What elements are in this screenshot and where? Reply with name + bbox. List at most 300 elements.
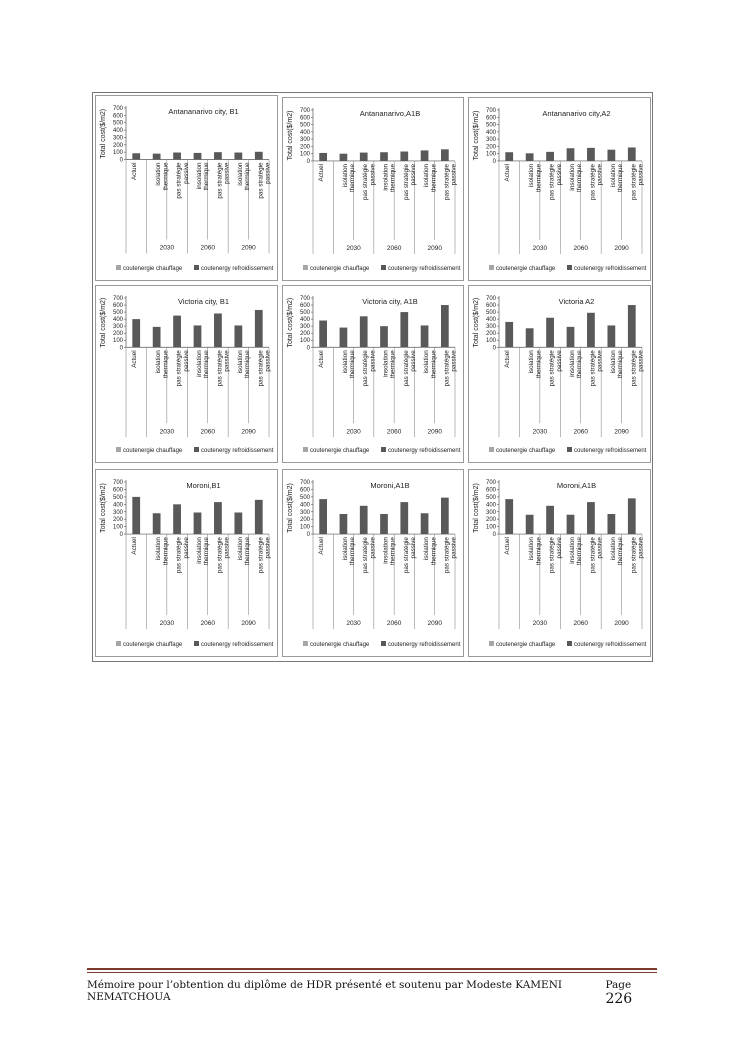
x-tick-label-line: pas stratégie (630, 163, 638, 201)
x-tick-label (155, 537, 169, 566)
y-tick-label: 0 (119, 532, 123, 539)
bar (441, 498, 449, 534)
x-tick-label (342, 350, 356, 379)
x-tick-label-line: pas stratégie (216, 162, 224, 199)
y-tick-label: 700 (112, 106, 123, 112)
x-tick-label-line: Actuel (131, 162, 139, 181)
bar (607, 150, 615, 161)
bar (380, 514, 388, 534)
year-label: 2090 (241, 428, 256, 436)
y-tick-label: 300 (485, 137, 496, 144)
legend-swatch-chauffage (303, 265, 308, 270)
x-tick-label-line: pas stratégie (175, 162, 183, 199)
x-tick-label-line: Actuel (131, 537, 139, 555)
x-tick-label (383, 163, 397, 192)
x-tick-label (443, 163, 457, 200)
bar (567, 515, 575, 534)
x-tick-label (423, 350, 437, 379)
x-tick-label-line: passive (264, 162, 272, 184)
footer-rule-thin (87, 972, 657, 973)
y-tick-label: 200 (485, 517, 496, 524)
y-tick-label: 600 (112, 487, 123, 494)
x-tick-label-line: thermique (162, 162, 170, 191)
x-tick-label-line: Actuel (318, 163, 326, 182)
y-tick-label: 0 (492, 345, 496, 352)
x-tick-label-line: passive (223, 162, 231, 184)
x-tick-label-line: thermique (576, 537, 584, 566)
x-tick-label-line: pas stratégie (175, 350, 183, 387)
year-label: 2090 (427, 620, 442, 628)
x-tick-label (610, 163, 624, 192)
year-label: 2030 (532, 428, 548, 436)
x-tick-label-line: thermique (203, 162, 211, 191)
bar (234, 513, 242, 535)
x-tick-label (196, 162, 210, 191)
y-axis-label: Total cost($/m2) (100, 108, 107, 159)
legend-swatch-chauffage (489, 641, 494, 646)
x-tick-label (176, 162, 190, 199)
x-tick-label (362, 163, 376, 200)
chart-panel-1 (95, 95, 278, 281)
legend-swatch-chauffage (116, 447, 121, 452)
y-tick-label: 700 (485, 108, 496, 114)
year-label: 2030 (532, 620, 548, 628)
chart-title: Victoria city, B1 (178, 297, 229, 306)
bar (173, 504, 181, 534)
bar (194, 325, 202, 347)
y-tick-label: 500 (485, 310, 496, 317)
x-tick-label (423, 537, 437, 566)
x-tick-label (403, 350, 417, 387)
y-axis-label: Total cost($/m2) (473, 297, 480, 348)
x-tick-label-line: thermique (430, 537, 438, 566)
x-tick-label-line: pas stratégie (175, 537, 183, 574)
chart-svg (96, 470, 277, 656)
x-tick-label-line: pas stratégie (548, 350, 556, 387)
bar (526, 153, 534, 161)
bar (214, 313, 222, 347)
x-tick-label (383, 350, 397, 379)
x-tick-label (569, 537, 583, 566)
bar (153, 154, 161, 160)
x-tick-label-line: passive (182, 350, 190, 372)
x-tick-label (383, 537, 397, 566)
bar (173, 316, 181, 348)
x-tick-label-line: isolation (609, 537, 617, 561)
y-tick-label: 100 (112, 524, 123, 531)
y-tick-label: 500 (485, 122, 496, 129)
x-tick-label (362, 350, 376, 387)
x-tick-label-line: passive (555, 537, 563, 559)
y-tick-label: 400 (299, 317, 310, 324)
bar (526, 328, 534, 347)
figure-grid (92, 92, 653, 662)
x-tick-label-line: passive (450, 163, 458, 186)
bar (567, 148, 575, 161)
legend-label-refroidissement: coutenergy refroidissement (574, 448, 647, 454)
legend-label-chauffage: coutenergie chauffage (496, 642, 556, 648)
y-tick-label: 0 (492, 158, 496, 165)
chart-panel-8 (282, 469, 464, 657)
chart-svg (469, 470, 650, 656)
x-tick-label (528, 350, 542, 379)
bar (132, 497, 140, 534)
legend-swatch-refroidissement (194, 447, 199, 452)
x-tick-label (403, 537, 417, 574)
year-label: 2090 (241, 620, 256, 628)
y-tick-label: 400 (112, 502, 123, 509)
x-tick-label-line: pas stratégie (362, 537, 370, 574)
bar (255, 152, 263, 160)
x-tick-label-line: isolation (155, 350, 163, 374)
bar (628, 305, 636, 347)
x-tick-label-line: Actuel (504, 350, 512, 368)
x-tick-label (528, 163, 542, 192)
x-tick-label-line: passive (409, 350, 417, 372)
y-tick-label: 500 (299, 310, 310, 317)
bar (546, 152, 554, 161)
year-label: 2090 (614, 620, 629, 628)
bar (505, 322, 513, 347)
legend-label-refroidissement: coutenergy refroidissement (388, 266, 461, 272)
x-tick-label-line: passive (369, 537, 377, 559)
y-tick-label: 600 (112, 303, 123, 310)
x-tick-label-line: pas stratégie (216, 537, 224, 574)
legend-label-refroidissement: coutenergy refroidissement (201, 266, 274, 272)
x-tick-label-line: thermique (535, 163, 543, 192)
y-tick-label: 200 (112, 331, 123, 338)
x-tick-label-line: isolation (609, 163, 617, 188)
bar (441, 305, 449, 347)
x-tick-label-line: insolation (382, 163, 390, 191)
y-tick-label: 100 (485, 151, 496, 158)
y-tick-label: 400 (485, 502, 496, 509)
x-tick-label (443, 537, 457, 574)
x-tick-label (196, 537, 210, 566)
x-tick-label-line: isolation (528, 537, 536, 561)
x-tick-label (504, 350, 511, 368)
x-tick-label-line: isolation (155, 537, 163, 561)
bar (400, 502, 408, 534)
chart-title: Moroni,B1 (186, 481, 221, 490)
x-tick-label-line: thermique (244, 162, 252, 191)
x-tick-label (569, 350, 583, 379)
bar (360, 506, 368, 534)
y-tick-label: 300 (112, 509, 123, 516)
y-tick-label: 400 (485, 317, 496, 324)
y-axis-label: Total cost($/m2) (100, 297, 107, 348)
legend-swatch-chauffage (116, 641, 121, 646)
x-tick-label-line: isolation (341, 163, 349, 188)
x-tick-label (549, 163, 563, 200)
x-tick-label-line: pas stratégie (630, 350, 638, 387)
bar (132, 153, 140, 159)
x-tick-label-line: Actuel (318, 350, 326, 368)
x-tick-label-line: insolation (569, 537, 576, 564)
legend-label-chauffage: coutenergie chauffage (496, 448, 556, 454)
y-tick-label: 300 (485, 509, 496, 516)
footer-text: Mémoire pour l’obtention du diplôme de HDR présenté et soutenu par Modeste KAMENI NEMATCHOUA (87, 979, 563, 1003)
x-tick-label (610, 537, 624, 566)
y-tick-label: 600 (485, 303, 496, 310)
chart-svg (283, 286, 463, 462)
year-label: 2060 (200, 244, 215, 252)
x-tick-label (342, 163, 356, 192)
bar (234, 325, 242, 347)
x-tick-label-line: thermique (349, 163, 357, 192)
legend-swatch-refroidissement (194, 265, 199, 270)
x-tick-label-line: insolation (196, 162, 203, 190)
bar (421, 325, 429, 347)
legend-label-chauffage: coutenergie chauffage (496, 266, 556, 272)
chart-svg (96, 286, 277, 462)
x-tick-label-line: pas stratégie (589, 537, 597, 574)
y-tick-label: 100 (299, 151, 310, 158)
x-tick-label-line: thermique (244, 537, 252, 566)
bar (234, 153, 242, 160)
x-tick-label-line: thermique (389, 163, 397, 192)
x-tick-label (131, 537, 138, 555)
x-tick-label (549, 537, 563, 574)
x-tick-label-line: passive (223, 350, 231, 372)
x-tick-label-line: passive (637, 163, 645, 186)
y-tick-label: 0 (119, 157, 123, 164)
year-label: 2030 (159, 244, 175, 252)
x-tick-label-line: thermique (203, 537, 211, 566)
x-tick-label-line: thermique (576, 350, 584, 379)
bar (526, 515, 534, 534)
bar (607, 325, 615, 347)
legend-label-refroidissement: coutenergy refroidissement (201, 642, 274, 648)
x-tick-label-line: passive (182, 162, 190, 184)
x-tick-label (196, 350, 210, 379)
legend-label-chauffage: coutenergie chauffage (310, 448, 370, 454)
y-axis-label: Total cost($/m2) (100, 483, 107, 533)
y-tick-label: 300 (299, 137, 310, 144)
x-tick-label (504, 537, 511, 555)
year-label: 2030 (159, 620, 175, 628)
x-tick-label-line: passive (409, 537, 417, 559)
x-tick-label-line: passive (369, 163, 377, 186)
chart-svg (283, 470, 463, 656)
bar (340, 514, 348, 534)
bar (214, 152, 222, 159)
y-tick-label: 100 (485, 524, 496, 531)
legend-label-refroidissement: coutenergy refroidissement (201, 448, 274, 454)
y-tick-label: 600 (485, 487, 496, 494)
x-tick-label (443, 350, 457, 387)
bar (441, 149, 449, 161)
y-tick-label: 300 (299, 509, 310, 516)
bar (587, 313, 595, 347)
x-tick-label (131, 163, 138, 181)
x-tick-label (403, 163, 417, 200)
year-label: 2060 (386, 244, 402, 252)
y-tick-label: 400 (112, 317, 123, 324)
y-tick-label: 200 (299, 331, 310, 338)
bar (214, 502, 222, 534)
bar (255, 500, 263, 534)
x-tick-label (589, 537, 603, 574)
x-tick-label-line: thermique (430, 350, 438, 379)
x-tick-label-line: passive (450, 350, 458, 372)
legend-label-refroidissement: coutenergy refroidissement (574, 266, 647, 272)
x-tick-label-line: passive (369, 350, 377, 372)
x-tick-label (630, 350, 644, 387)
y-tick-label: 0 (119, 345, 123, 352)
y-tick-label: 400 (112, 128, 123, 135)
x-tick-label-line: thermique (617, 350, 625, 379)
x-tick-label-line: isolation (236, 537, 244, 561)
chart-title: Antananarivo city, B1 (168, 107, 239, 116)
x-tick-label (131, 350, 138, 368)
year-label: 2060 (200, 620, 215, 628)
x-tick-label-line: Actuel (504, 163, 512, 182)
bar (340, 328, 348, 348)
y-tick-label: 0 (306, 158, 310, 165)
page-number: 226 (605, 991, 633, 1007)
y-tick-label: 0 (306, 532, 310, 539)
y-tick-label: 400 (299, 502, 310, 509)
x-tick-label (318, 164, 325, 182)
year-label: 2030 (346, 244, 361, 252)
y-tick-label: 700 (299, 108, 310, 114)
chart-title: Victoria city, A1B (362, 297, 418, 306)
x-tick-label-line: thermique (349, 537, 357, 566)
x-tick-label-line: thermique (430, 163, 438, 192)
x-tick-label-line: thermique (349, 350, 357, 379)
y-tick-label: 100 (299, 524, 310, 531)
bar (360, 153, 368, 161)
x-tick-label-line: pas stratégie (257, 162, 265, 199)
chart-panel-7 (95, 469, 278, 657)
y-tick-label: 300 (112, 324, 123, 331)
x-tick-label (216, 350, 230, 387)
bar (153, 327, 161, 347)
bar (380, 326, 388, 347)
x-tick-label-line: passive (264, 537, 272, 559)
x-tick-label-line: isolation (341, 537, 349, 561)
y-tick-label: 0 (306, 345, 310, 352)
x-tick-label (176, 537, 190, 574)
x-tick-label-line: thermique (203, 350, 211, 379)
x-tick-label (569, 163, 583, 192)
y-tick-label: 700 (299, 480, 310, 486)
footer-rule (87, 968, 657, 970)
x-tick-label (237, 537, 251, 566)
year-label: 2060 (573, 620, 588, 628)
year-label: 2060 (200, 428, 215, 436)
y-tick-label: 300 (485, 324, 496, 331)
x-tick-label (216, 537, 230, 574)
x-tick-label (589, 350, 603, 387)
page-label: Page (605, 979, 632, 991)
x-tick-label-line: passive (596, 350, 604, 372)
x-tick-label-line: isolation (609, 350, 617, 374)
legend-swatch-refroidissement (567, 447, 572, 452)
x-tick-label (318, 537, 325, 555)
x-tick-label-line: passive (264, 350, 272, 372)
x-tick-label-line: pas stratégie (443, 350, 451, 387)
year-label: 2030 (346, 620, 361, 628)
x-tick-label (237, 162, 251, 191)
page-footer (87, 968, 657, 1007)
legend-label-refroidissement: coutenergy refroidissement (388, 642, 461, 648)
legend-swatch-chauffage (303, 447, 308, 452)
bar (340, 154, 348, 161)
x-tick-label-line: thermique (244, 350, 252, 379)
x-tick-label-line: passive (637, 537, 645, 559)
y-tick-label: 700 (485, 296, 496, 302)
x-tick-label-line: thermique (389, 537, 397, 566)
y-tick-label: 500 (485, 494, 496, 501)
bar (380, 152, 388, 161)
bar (360, 316, 368, 347)
legend-swatch-chauffage (489, 265, 494, 270)
x-tick-label-line: pas stratégie (402, 537, 410, 574)
x-tick-label (589, 163, 603, 200)
x-tick-label-line: pas stratégie (402, 163, 410, 201)
x-tick-label-line: passive (182, 537, 190, 559)
y-axis-label: Total cost($/m2) (287, 110, 294, 161)
chart-title: Antananarivo,A1B (359, 109, 421, 118)
year-label: 2060 (573, 428, 588, 436)
y-tick-label: 100 (112, 150, 123, 157)
x-tick-label-line: pas stratégie (548, 163, 556, 201)
y-tick-label: 600 (485, 115, 496, 122)
y-tick-label: 600 (299, 115, 310, 122)
legend-label-refroidissement: coutenergy refroidissement (574, 642, 647, 648)
chart-title: Antananarivo city,A2 (542, 109, 611, 118)
legend-label-refroidissement: coutenergy refroidissement (388, 448, 461, 454)
legend-label-chauffage: coutenergie chauffage (123, 642, 183, 648)
x-tick-label-line: passive (223, 537, 231, 559)
x-tick-label-line: insolation (196, 350, 203, 377)
y-tick-label: 700 (485, 480, 496, 486)
y-tick-label: 700 (112, 296, 123, 302)
bar (628, 147, 636, 160)
y-tick-label: 600 (299, 487, 310, 494)
year-label: 2090 (427, 244, 442, 252)
x-tick-label-line: thermique (535, 350, 543, 379)
legend-swatch-chauffage (116, 265, 121, 270)
x-tick-label-line: thermique (617, 537, 625, 566)
bar (546, 318, 554, 348)
x-tick-label-line: pas stratégie (362, 163, 370, 201)
bar (194, 513, 202, 535)
x-tick-label-line: thermique (617, 163, 625, 192)
x-tick-label (342, 537, 356, 566)
bar (587, 148, 595, 161)
y-axis-label: Total cost($/m2) (287, 483, 294, 533)
x-tick-label (257, 162, 271, 199)
x-tick-label-line: isolation (423, 350, 431, 374)
x-tick-label-line: pas stratégie (216, 350, 224, 387)
x-tick-label (257, 350, 271, 387)
y-axis-label: Total cost($/m2) (473, 483, 480, 533)
y-tick-label: 200 (299, 517, 310, 524)
year-label: 2090 (614, 244, 629, 252)
y-axis-label: Total cost($/m2) (473, 110, 480, 161)
chart-panel-6 (468, 285, 651, 463)
y-tick-label: 200 (112, 517, 123, 524)
x-tick-label-line: pas stratégie (257, 350, 265, 387)
x-tick-label-line: Actuel (504, 537, 512, 555)
year-label: 2060 (573, 244, 588, 252)
chart-svg (283, 98, 463, 280)
chart-panel-2 (282, 97, 464, 281)
legend-swatch-refroidissement (567, 641, 572, 646)
